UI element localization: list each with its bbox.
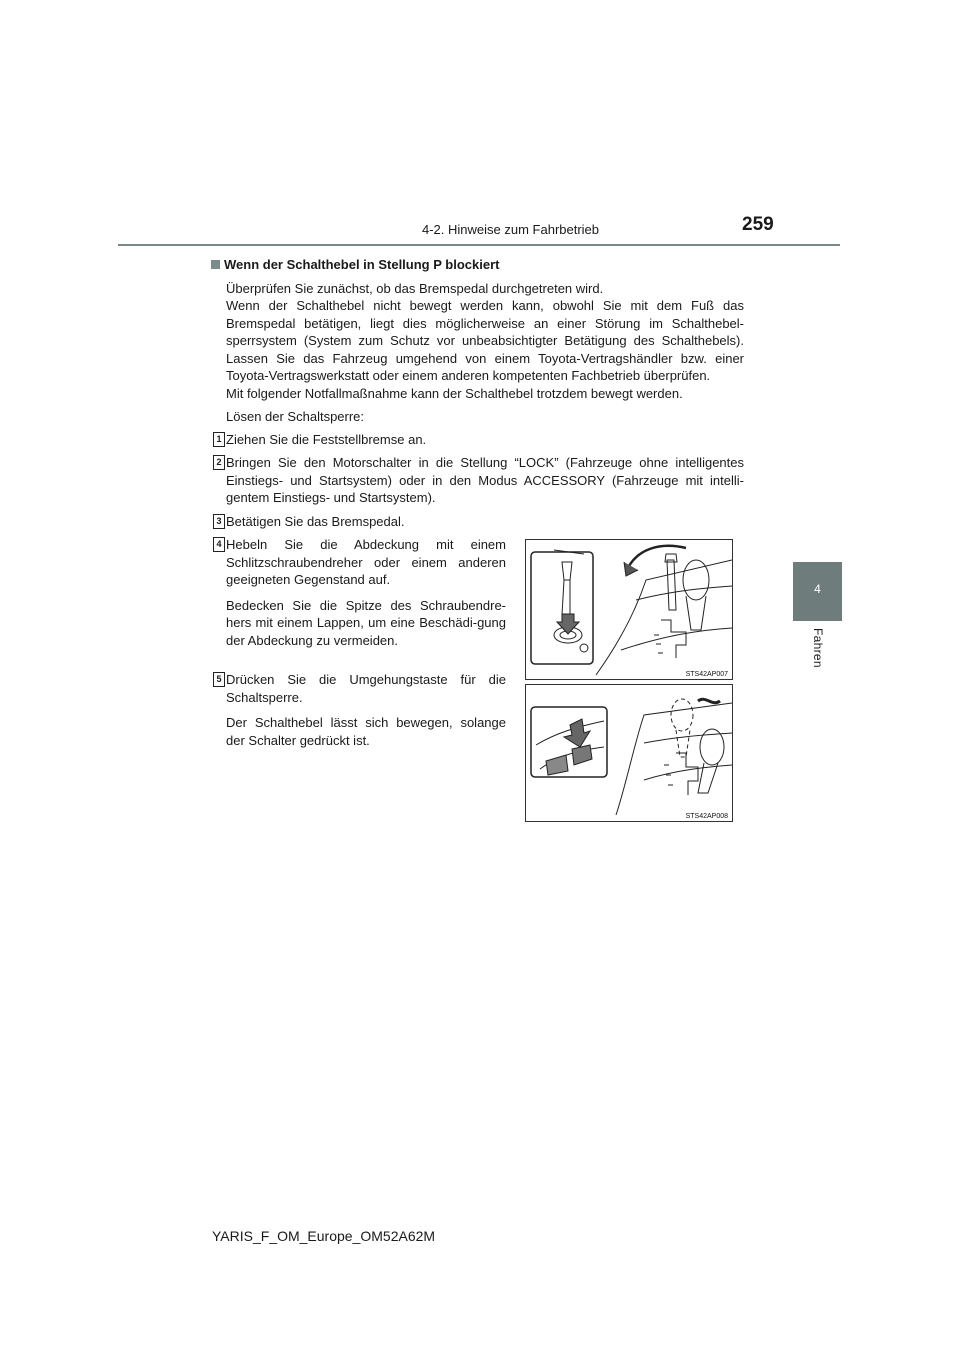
cover-removal-illustration <box>526 540 732 679</box>
chapter-tab-label: Fahren <box>811 628 825 668</box>
chapter-tab-number: 4 <box>814 582 821 596</box>
footer-document-id: YARIS_F_OM_Europe_OM52A62M <box>212 1228 436 1244</box>
step-4 <box>211 536 506 649</box>
header-rule <box>118 244 840 246</box>
step-note: Bedecken Sie die Spitze des Schraubendre-hers mit einem Lappen, um eine Beschädi-gung der Abdeckung zu vermeiden. <box>226 597 506 648</box>
chapter-tab <box>793 562 842 621</box>
step-text: Ziehen Sie die Feststellbremse an. <box>226 431 427 447</box>
step-number-badge: 4 <box>213 537 225 552</box>
step-number-badge: 2 <box>213 455 225 470</box>
step-text: Bringen Sie den Motorschalter in die Stellung “LOCK” (Fahrzeuge ohne intelligentes Einstiegs- und Startsystem) oder in den Modus ACCESSORY (Fahrzeuge mit intelli-gentem Einstiegs- und Startsystem). <box>226 455 744 505</box>
step-number-badge: 1 <box>213 432 225 447</box>
intro-block <box>211 280 744 403</box>
step-note: Der Schalthebel lässt sich bewegen, solange der Schalter gedrückt ist. <box>226 715 506 748</box>
step-3 <box>211 513 744 531</box>
step-number-badge: 3 <box>213 514 225 529</box>
step-text: Drücken Sie die Umgehungstaste für die Schaltsperre. <box>226 672 506 705</box>
step-text: Betätigen Sie das Bremspedal. <box>226 513 405 529</box>
header-section-title: 4-2. Hinweise zum Fahrbetrieb <box>422 222 600 237</box>
step-number-badge: 5 <box>213 672 225 687</box>
figure-cover-removal <box>525 539 733 680</box>
square-bullet-icon <box>211 260 220 269</box>
intro-line: Wenn der Schalthebel nicht bewegt werden kann, obwohl Sie mit dem Fuß das Bremspedal betätigen, liegt dies möglicherweise an einer Störung im Schalthebel-sperrsystem (System zum Schutz vor unbeabsichtigter Betätigung des Schalthebels). Lassen Sie das Fahrzeug umgehend von einem Toyota-Vertragshändler bzw. einer Toyota-Vertragswerkstatt oder einem anderen kompetenten Fachbetrieb überprüfen. <box>226 298 744 383</box>
intro-line: Mit folgender Notfallmaßnahme kann der Schalthebel trotzdem bewegt werden. <box>226 385 683 401</box>
figure-caption: STS42AP007 <box>685 671 728 678</box>
shift-lock-release-illustration <box>526 685 732 821</box>
step-5 <box>211 671 506 749</box>
step-1 <box>211 431 744 449</box>
sub-heading: Lösen der Schaltsperre: <box>226 409 365 424</box>
main-content <box>211 256 744 755</box>
figure-caption: STS42AP008 <box>685 813 728 820</box>
figure-shift-lock-release <box>525 684 733 822</box>
step-text: Hebeln Sie die Abdeckung mit einem Schlitzschraubendreher oder einem anderen geeigneten Gegenstand auf. <box>226 537 506 587</box>
intro-line: Überprüfen Sie zunächst, ob das Bremspedal durchgetreten wird. <box>226 280 604 296</box>
section-heading-text: Wenn der Schalthebel in Stellung P blockiert <box>224 257 500 272</box>
section-heading <box>211 256 744 274</box>
page-number: 259 <box>742 214 774 235</box>
step-2 <box>211 454 744 507</box>
